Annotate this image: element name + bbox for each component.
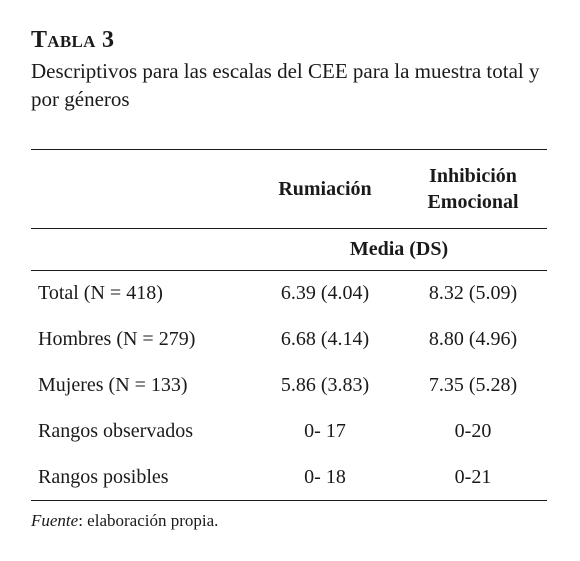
column-header-inhibicion: Inhibición Emocional <box>427 165 519 213</box>
table-row <box>31 409 547 455</box>
source-text: : elaboración propia. <box>78 511 219 530</box>
table-caption: Descriptivos para las escalas del CEE para la muestra total y por géneros <box>31 59 540 111</box>
row-label: Mujeres (N = 133) <box>38 374 188 396</box>
cell-inhibicion: 7.35 (5.28) <box>428 374 518 396</box>
row-label: Total (N = 418) <box>38 282 163 305</box>
cell-rumiacion: 6.68 (4.14) <box>280 328 370 350</box>
table-row <box>31 455 547 501</box>
cell-inhibicion: 8.32 (5.09) <box>428 282 518 305</box>
column-header-row <box>31 150 547 229</box>
cell-inhibicion: 0-20 <box>454 420 492 442</box>
cell-rumiacion: 5.86 (3.83) <box>280 374 370 396</box>
row-label: Hombres (N = 279) <box>38 328 196 350</box>
column-header-rumiacion: Rumiación <box>278 178 372 200</box>
cell-rumiacion: 0- 17 <box>304 420 346 442</box>
table-row <box>31 363 547 409</box>
cell-inhibicion: 8.80 (4.96) <box>428 328 518 350</box>
descriptives-table <box>31 149 547 501</box>
table-row <box>31 271 547 317</box>
subheader-row <box>31 229 547 271</box>
subheader-empty <box>31 229 251 271</box>
row-label: Rangos posibles <box>38 465 169 488</box>
source-note <box>31 510 218 532</box>
column-header-empty <box>31 150 251 229</box>
subheader-media-ds: Media (DS) <box>349 238 449 260</box>
cell-inhibicion: 0-21 <box>454 465 492 488</box>
cell-rumiacion: 0- 18 <box>304 465 346 488</box>
cell-rumiacion: 6.39 (4.04) <box>280 282 370 305</box>
row-label: Rangos observados <box>38 420 193 442</box>
table-label: Tabla 3 <box>31 27 115 53</box>
table-row <box>31 317 547 363</box>
source-label: Fuente <box>31 511 79 530</box>
